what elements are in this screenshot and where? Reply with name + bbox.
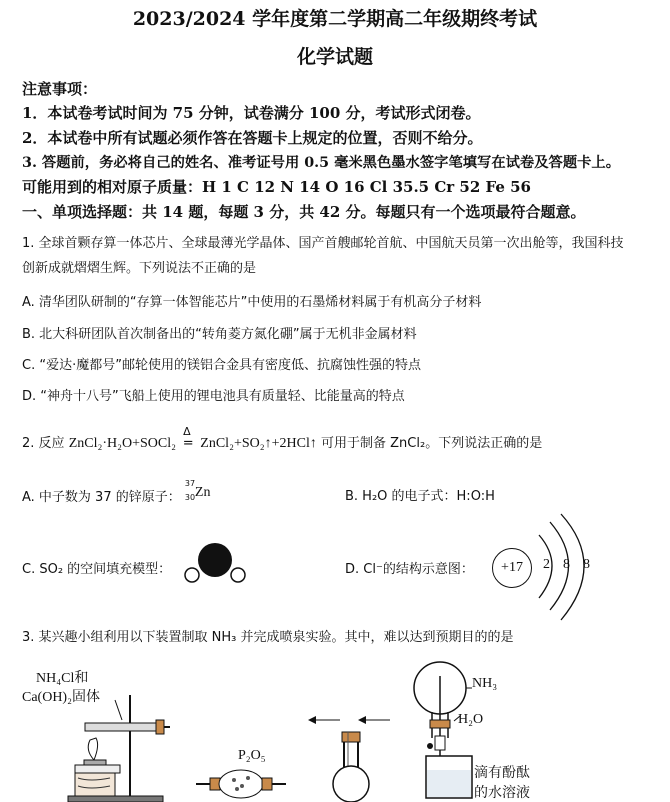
notice-item-3: 3. 答题前，务必将自己的姓名、准考证号用 0.5 毫米黑色墨水签字笔填写在试卷及答题卡上。 [22,155,621,171]
q2-option-b: B. H₂O 的电子式：H:O:H [345,489,495,504]
q2-option-a-text: A. 中子数为 37 的锌原子： [22,490,181,505]
notice-item-2: 2．本试卷中所有试题必须作答在答题卡上规定的位置，否则不给分。 [22,129,483,147]
cl-shell-2: 8 [563,557,570,572]
q2-reaction-right: ZnCl₂+SO₂↑+2HCl↑ [200,436,317,451]
q1-option-c: C. “爱达·魔都号”邮轮使用的镁铝合金具有密度低、抗腐蚀性强的特点 [22,358,421,373]
so2-sulfur [198,543,232,577]
q2-option-a [22,479,219,505]
label-solution-1: 滴有酚酞 [474,766,530,781]
exam-subtitle: 化学试题 [296,46,373,68]
q1-option-d: D. “神舟十八号”飞船上使用的锂电池具有质量轻、比能量高的特点 [22,389,405,404]
notice-heading: 注意事项： [22,80,98,98]
q1-option-b: B. 北大科研团队首次制备出的“转角菱方氮化硼”属于无机非金属材料 [22,327,417,342]
cl-shell-3: 8 [583,557,590,572]
atomic-mass-line: 可能用到的相对原子质量：H 1 C 12 N 14 O 16 Cl 35.5 Cr 52 Fe 56 [22,178,531,196]
label-solution-2: 的水溶液 [474,786,530,801]
q2-prefix: 2. 反应 [22,436,65,451]
apparatus-b-drying-tube [196,766,286,802]
so2-space-filling-model [180,540,250,590]
cl-electron-shells [525,512,585,622]
zn-atomic-number: 30 [184,493,196,502]
label-p2o5: P₂O₅ [238,748,266,763]
label-caoh2: Ca(OH)₂固体 [22,690,100,705]
q2-heat-symbol: Δ [183,425,191,438]
apparatus-c-collection [300,712,400,802]
q2-reaction-left: ZnCl₂·H₂O+SOCl₂ [68,436,177,451]
notice-item-1: 1．本试卷考试时间为 75 分钟，试卷满分 100 分，考试形式闭卷。 [22,104,481,122]
q2-heat-equals: Δ = [182,425,194,451]
cl-shell-1: 2 [543,557,550,572]
section-heading: 一、单项选择题：共 14 题，每题 3 分，共 42 分。每题只有一个选项最符合题意。 [22,203,586,221]
label-nh4cl: NH₄Cl和 [36,671,89,686]
apparatus-a-heating [60,690,170,802]
zn-mass-number: 37 [184,479,196,488]
q1-option-a: A. 清华团队研制的“存算一体智能芯片”中使用的石墨烯材料属于有机高分子材料 [22,295,482,310]
q1-stem-line2: 创新成就熠熠生辉。下列说法不正确的是 [22,261,257,276]
exam-title: 2023/2024 学年度第二学期高二年级期终考试 [132,8,538,30]
label-h2o: H₂O [458,712,484,727]
cl-nucleus: +17 [492,548,532,588]
q2-option-d: D. Cl⁻的结构示意图： [345,562,474,577]
so2-oxygen-left [185,568,199,582]
zn-symbol: Zn [194,485,211,500]
label-nh3: NH₃ [472,676,498,691]
q3-stem: 3. 某兴趣小组利用以下装置制取 NH₃ 并完成喷泉实验。其中，难以达到预期目的的是 [22,630,514,645]
q2-option-c: C. SO₂ 的空间填充模型： [22,562,172,577]
zn-nuclide [184,479,219,502]
so2-oxygen-right [231,568,245,582]
q2-stem [22,425,543,452]
q2-suffix: 可用于制备 ZnCl₂。下列说法正确的是 [321,436,543,451]
q1-stem-line1: 1. 全球首颗存算一体芯片、全球最薄光学晶体、国产首艘邮轮首航、中国航天员第一次出舱等，我国科技 [22,236,624,251]
